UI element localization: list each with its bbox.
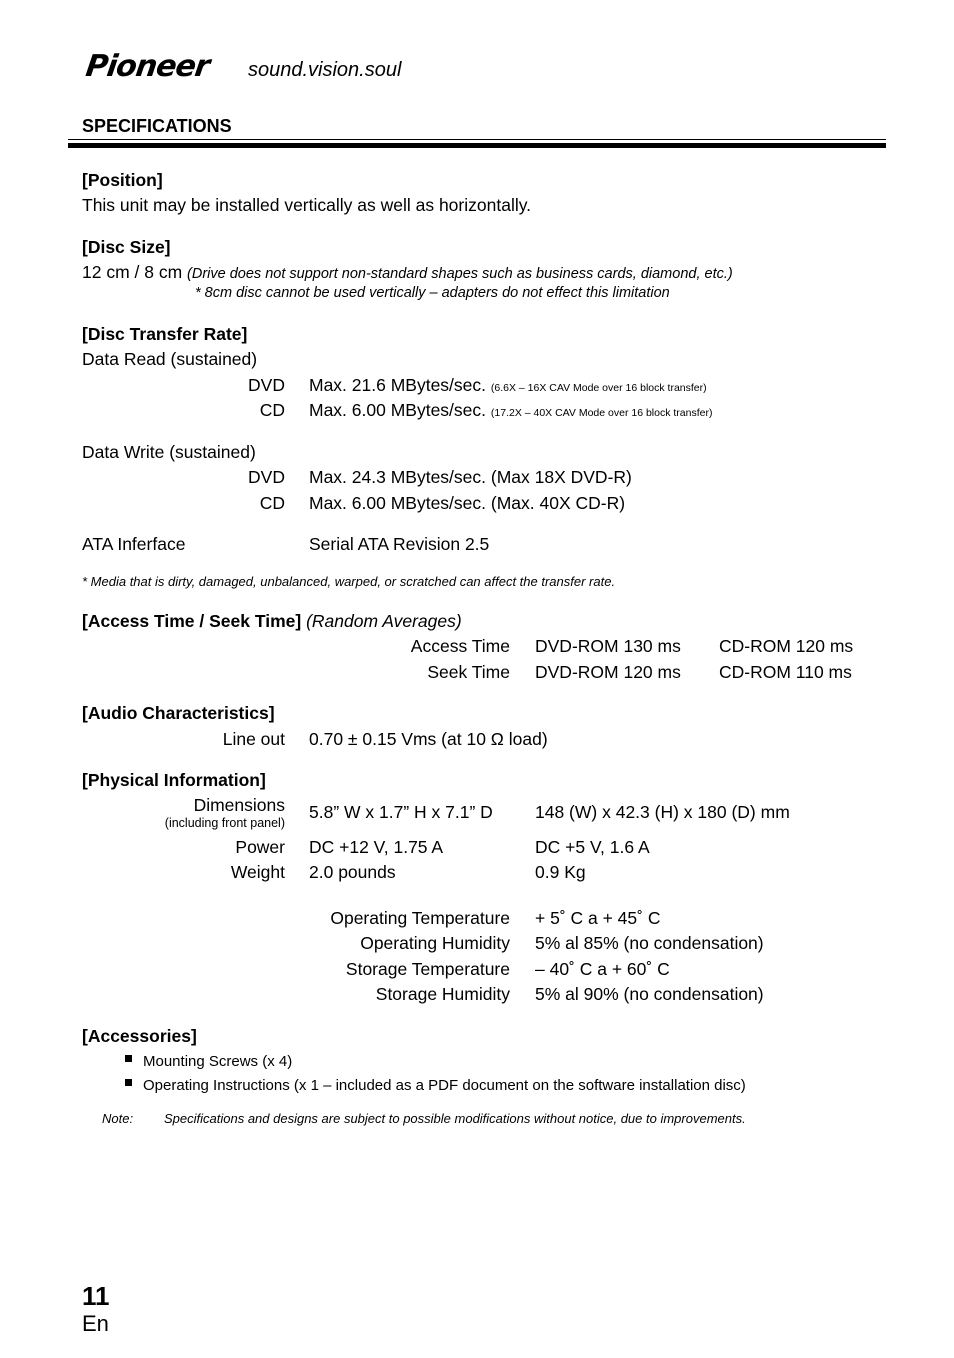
read-cd-rate: Max. 6.00 MBytes/sec. (309, 400, 487, 420)
env-value: 5% al 85% (no condensation) (535, 933, 764, 953)
dimensions-metric: 148 (W) x 42.3 (H) x 180 (D) mm (535, 802, 790, 822)
section-title: SPECIFICATIONS (82, 116, 232, 136)
access-time-label: Access Time (410, 636, 510, 656)
line-out-value: 0.70 ± 0.15 Vms (at 10 Ω load) (309, 729, 548, 749)
power-12v: DC +12 V, 1.75 A (309, 837, 444, 857)
bullet-icon (125, 1055, 132, 1062)
env-value: 5% al 90% (no condensation) (535, 984, 764, 1004)
env-label: Storage Humidity (375, 984, 510, 1004)
transfer-footnote: * Media that is dirty, damaged, unbalanced, warped, or scratched can affect the transfer rate. (82, 574, 616, 589)
transfer-heading: [Disc Transfer Rate] (82, 324, 248, 344)
env-value: + 5˚ C a + 45˚ C (535, 908, 661, 928)
access-heading-line (82, 611, 462, 631)
data-read-label: Data Read (sustained) (82, 349, 258, 369)
write-cd-value: Max. 6.00 MBytes/sec. (Max. 40X CD-R) (309, 493, 626, 513)
disc-size-note-8cm: * 8cm disc cannot be used vertically – adapters do not effect this limitation (195, 285, 670, 301)
dimensions-label: Dimensions (193, 795, 285, 815)
disc-size-note: (Drive does not support non-standard shapes such as business cards, diamond, etc.) (187, 266, 733, 282)
note-label: Note: (102, 1111, 134, 1126)
ata-value: Serial ATA Revision 2.5 (309, 534, 490, 554)
access-subheading: (Random Averages) (306, 611, 462, 631)
access-heading: [Access Time / Seek Time] (82, 611, 302, 631)
weight-label: Weight (230, 862, 285, 882)
env-label: Storage Temperature (345, 959, 510, 979)
disc-size-text: 12 cm / 8 cm (82, 262, 183, 282)
write-dvd-value: Max. 24.3 MBytes/sec. (Max 18X DVD-R) (309, 467, 632, 487)
data-write-label: Data Write (sustained) (82, 442, 256, 462)
seek-time-label: Seek Time (427, 662, 510, 682)
read-dvd-value (309, 375, 707, 398)
accessory-item: Operating Instructions (x 1 – included as a PDF document on the software installation disc) (143, 1077, 746, 1094)
page-number: 11 (82, 1281, 110, 1311)
env-value: – 40˚ C a + 60˚ C (535, 959, 670, 979)
weight-pounds: 2.0 pounds (309, 862, 396, 882)
env-label: Operating Humidity (360, 933, 510, 953)
write-dvd-label: DVD (248, 467, 285, 487)
audio-heading: [Audio Characteristics] (82, 703, 275, 723)
read-dvd-detail: (6.6X – 16X CAV Mode over 16 block transfer) (490, 382, 707, 394)
power-label: Power (235, 837, 285, 857)
dimensions-sublabel: (including front panel) (164, 816, 285, 830)
language-code: En (82, 1311, 109, 1336)
read-cd-label: CD (259, 400, 285, 420)
write-cd-label: CD (259, 493, 285, 513)
position-heading: [Position] (82, 170, 163, 190)
access-time-cd: CD-ROM 120 ms (719, 636, 854, 656)
read-cd-detail: (17.2X – 40X CAV Mode over 16 block transfer) (490, 407, 713, 419)
weight-kg: 0.9 Kg (535, 862, 586, 882)
accessories-heading: [Accessories] (82, 1026, 197, 1046)
title-rule-thick (68, 143, 886, 148)
disc-size-heading: [Disc Size] (82, 237, 171, 257)
env-label: Operating Temperature (330, 908, 510, 928)
read-dvd-label: DVD (248, 375, 285, 395)
physical-heading: [Physical Information] (82, 770, 266, 790)
brand-tagline: sound.vision.soul (248, 59, 402, 81)
position-text: This unit may be installed vertically as well as horizontally. (82, 195, 532, 215)
line-out-label: Line out (222, 729, 285, 749)
read-cd-value (309, 400, 712, 423)
read-dvd-rate: Max. 21.6 MBytes/sec. (309, 375, 487, 395)
dimensions-imperial: 5.8” W x 1.7” H x 7.1” D (309, 802, 493, 822)
title-rule-thin (68, 139, 886, 140)
bullet-icon (125, 1079, 132, 1086)
power-5v: DC +5 V, 1.6 A (535, 837, 650, 857)
seek-time-dvd: DVD-ROM 120 ms (535, 662, 681, 682)
accessory-item: Mounting Screws (x 4) (143, 1053, 293, 1070)
note-text: Specifications and designs are subject to possible modifications without notice, due to improvements. (164, 1111, 746, 1126)
seek-time-cd: CD-ROM 110 ms (719, 662, 852, 682)
access-time-dvd: DVD-ROM 130 ms (535, 636, 681, 656)
ata-label: ATA Inferface (82, 534, 186, 554)
pioneer-logo: Pioneer (83, 49, 212, 84)
disc-size-value (82, 262, 733, 284)
